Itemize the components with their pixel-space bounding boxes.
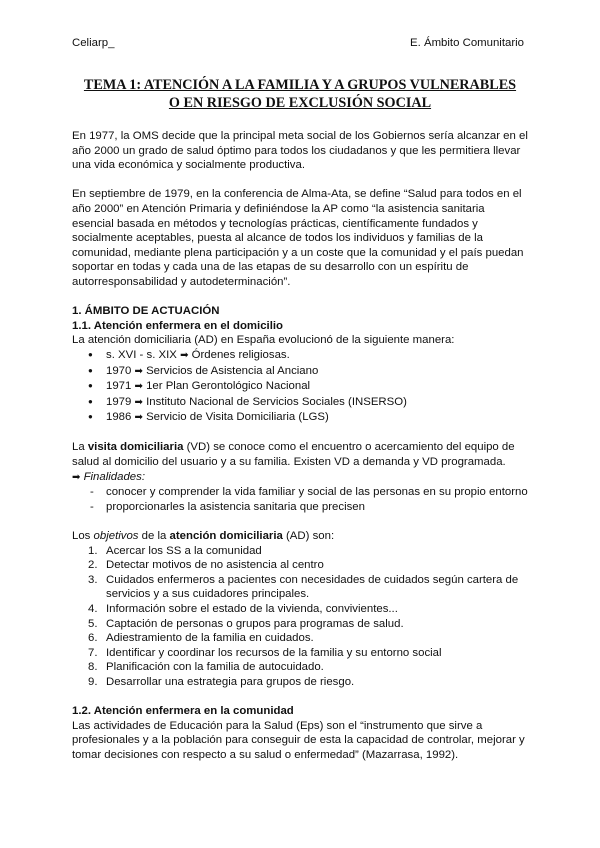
page-title: [60, 76, 540, 112]
list-item: - proporcionarles la asistencia sanitaria que precisen: [88, 500, 528, 515]
timeline-period: s. XVI - s. XIX: [106, 348, 177, 361]
finalidades-label: ➡ Finalidades:: [72, 470, 145, 483]
timeline-text: Órdenes religiosas.: [191, 348, 290, 361]
timeline-text: Instituto Nacional de Servicios Sociales (INSERSO): [146, 395, 407, 408]
title-line-1: TEMA 1: ATENCIÓN A LA FAMILIA Y A GRUPOS VULNERABLES: [83, 77, 517, 93]
arrow-icon: ➡: [134, 396, 143, 408]
objetivos-intro: Los objetivos de la atención domiciliaria (AD) son:: [72, 530, 335, 543]
list-item: 8. Planificación con la familia de autocuidado.: [88, 661, 324, 674]
document-body: [72, 129, 528, 763]
list-item: - conocer y comprender la vida familiar y social de las personas en su propio entorno: [88, 485, 528, 500]
eps-paragraph: Las actividades de Educación para la Salud (Eps) son el “instrumento que sirve a profesionales y a la población para conseguir de esta la capacidad de controlar, mejorar y tomar decisiones con respecto a su salud o enfermedad” (Mazarrasa, 1992).: [72, 719, 525, 761]
timeline-period: 1971: [106, 380, 132, 393]
list-item: 6. Adiestramiento de la familia en cuidados.: [88, 632, 314, 645]
timeline-text: Servicios de Asistencia al Anciano: [146, 364, 319, 377]
list-item: 2. Detectar motivos de no asistencia al centro: [88, 559, 324, 572]
timeline-period: 1986: [106, 411, 132, 424]
arrow-icon: ➡: [180, 349, 189, 361]
list-item: [88, 364, 528, 380]
list-item: 3. Cuidados enfermeros a pacientes con necesidades de cuidados según cartera de servicios y a sus cuidadores principales.: [88, 573, 519, 601]
timeline-period: 1979: [106, 395, 132, 408]
arrow-icon: ➡: [134, 365, 143, 377]
section-heading: 1. ÁMBITO DE ACTUACIÓN: [72, 305, 220, 318]
finalidades-list: [72, 485, 528, 514]
list-item: 9. Desarrollar una estrategia para grupos de riesgo.: [88, 675, 355, 688]
list-item: 5. Captación de personas o grupos para programas de salud.: [88, 617, 404, 630]
timeline-text: Servicio de Visita Domiciliaria (LGS): [146, 411, 329, 424]
timeline-list: [72, 348, 528, 426]
arrow-icon: ➡: [134, 381, 143, 393]
intro-paragraph-2: En septiembre de 1979, en la conferencia de Alma-Ata, se define “Salud para todos en el año 2000” en Atención Primaria y definiéndose la AP como “la asistencia sanitaria esencial basada en métodos y tecnologías prácticas, científicamente fundados y socialmente aceptables, puesta al alcance de todos los individuos y familias de la comunidad, mediante plena participación y a un coste que la comunidad y el país puedan soportar en todas y cada una de las etapas de su desarrollo con un espíritu de autorresponsabilidad y autodeterminación”.: [72, 188, 524, 288]
vd-term: visita domiciliaria: [87, 441, 184, 454]
timeline-text: 1er Plan Gerontológico Nacional: [146, 380, 311, 393]
objetivos-list: [72, 544, 528, 690]
list-item: [88, 379, 528, 395]
subsection-heading-1-1: 1.1. Atención enfermera en el domicilio: [72, 319, 283, 332]
ad-intro: La atención domiciliaria (AD) en España evolucionó de la siguiente manera:: [72, 334, 455, 347]
arrow-icon: ➡: [72, 471, 81, 483]
header-subject: E. Ámbito Comunitario: [410, 37, 524, 49]
list-item: 7. Identificar y coordinar los recursos de la familia y su entorno social: [88, 646, 442, 659]
list-item: 4. Información sobre el estado de la vivienda, convivientes...: [88, 603, 398, 615]
timeline-period: 1970: [106, 364, 132, 377]
list-item: [88, 395, 528, 411]
list-item: 1. Acercar los SS a la comunidad: [88, 544, 262, 557]
arrow-icon: ➡: [134, 412, 143, 424]
intro-paragraph-1: En 1977, la OMS decide que la principal meta social de los Gobiernos sería alcanzar en el año 2000 un grado de salud óptimo para todos los ciudadanos y que les permitiera llevar una vida económica y socialmente productiva.: [72, 130, 528, 172]
header-author: Celiarp_: [72, 37, 115, 49]
list-item: [88, 348, 528, 364]
subsection-heading-1-2: 1.2. Atención enfermera en la comunidad: [72, 705, 294, 718]
list-item: [88, 410, 528, 426]
title-line-2: O EN RIESGO DE EXCLUSIÓN SOCIAL: [168, 95, 432, 111]
vd-paragraph: La visita domiciliaria (VD) se conoce como el encuentro o acercamiento del equipo de salud al domicilio del usuario y a su familia. Existen VD a demanda y VD programada.: [72, 441, 515, 469]
